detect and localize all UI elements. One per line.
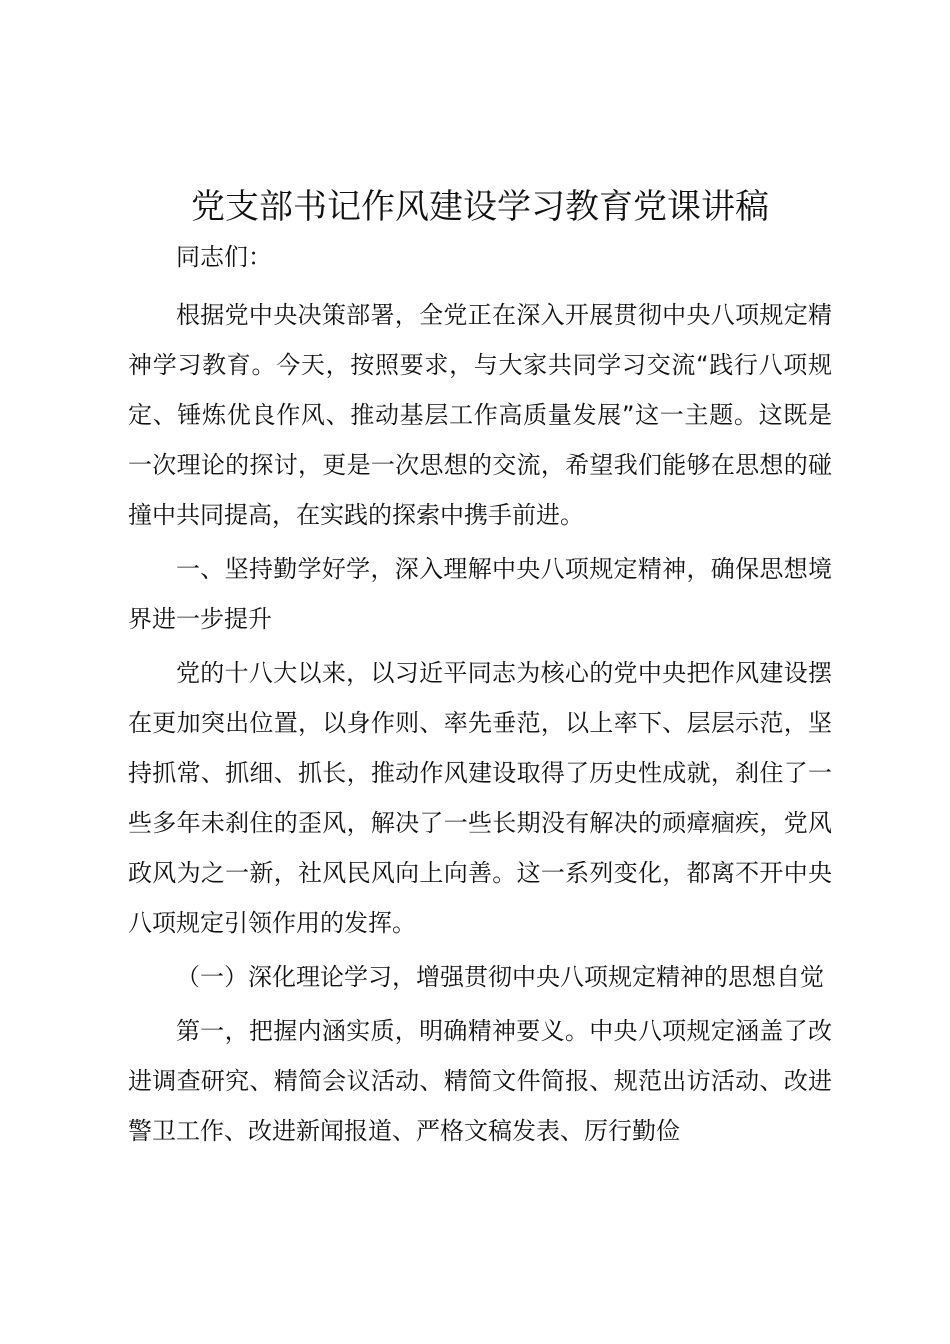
paragraph-achievements: 党的十八大以来，以习近平同志为核心的党中央把作风建设摆在更加突出位置，以身作则、率先垂范，以上率下、层层示范，坚持抓常、抓细、抓长，推动作风建设取得了历史性成就，刹住了一些多年未刹住的歪风，解决了一些长期没有解决的顽瘴痼疾，党风政风为之一新，社风民风向上向善。这一系列变化，都离不开中央八项规定引领作用的发挥。 xyxy=(128,659,832,937)
section-heading-1: 一、坚持勤学好学，深入理解中央八项规定精神，确保思想境界进一步提升 xyxy=(128,555,832,633)
document-title: 党支部书记作风建设学习教育党课讲稿 xyxy=(191,187,769,227)
document-body xyxy=(128,232,832,1160)
paragraph-intro: 根据党中央决策部署，全党正在深入开展贯彻中央八项规定精神学习教育。今天，按照要求，与大家共同学习交流“践行八项规定、锤炼优良作风、推动基层工作高质量发展”这一主题。这既是一次理论的探讨，更是一次思想的交流，希望我们能够在思想的碰撞中共同提高，在实践的探索中携手前进。 xyxy=(128,301,832,529)
salutation: 同志们： xyxy=(176,243,272,271)
paragraph-connotation: 第一，把握内涵实质，明确精神要义。中央八项规定涵盖了改进调查研究、精简会议活动、精简文件简报、规范出访活动、改进警卫工作、改进新闻报道、严格文稿发表、厉行勤俭 xyxy=(128,1017,832,1145)
subsection-heading-1: （一）深化理论学习，增强贯彻中央八项规定精神的思想自觉 xyxy=(176,963,824,991)
